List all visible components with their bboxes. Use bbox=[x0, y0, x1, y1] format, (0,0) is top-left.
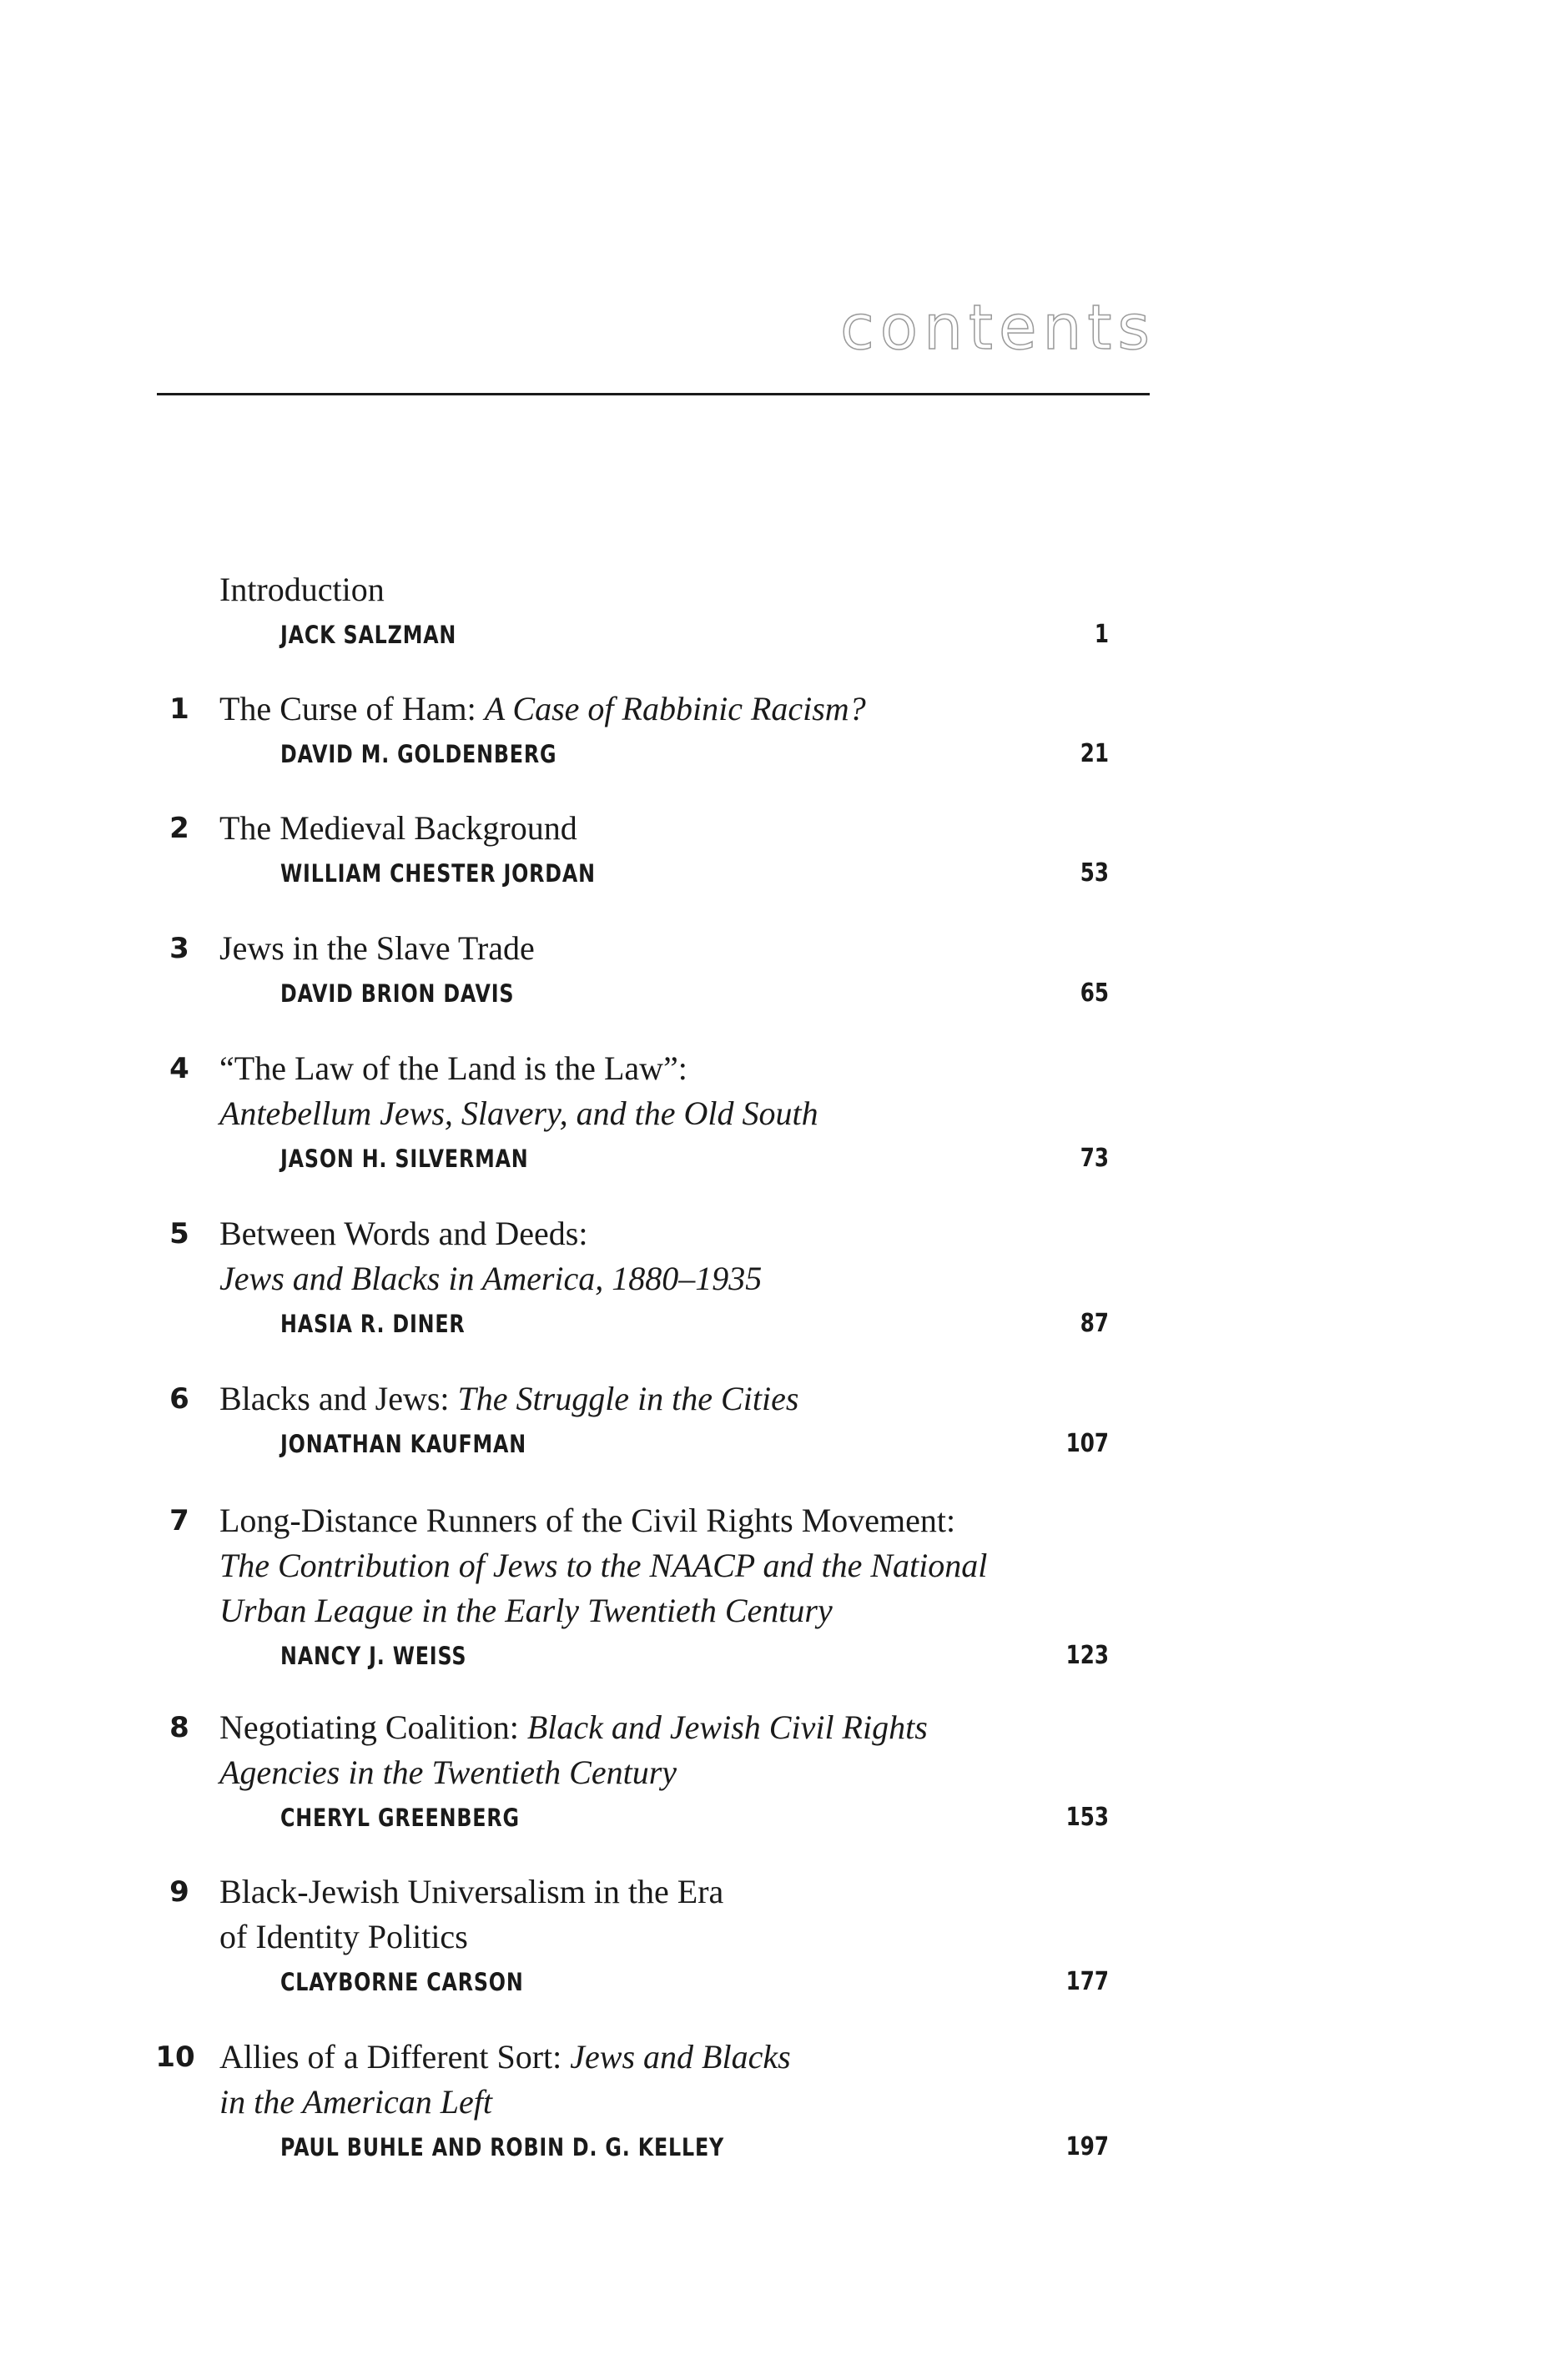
chapter-number: 7 bbox=[169, 1504, 189, 1537]
title-subtitle-line: Jews and Blacks in America, 1880–1935 bbox=[219, 1260, 763, 1297]
chapter-author: JASON H. SILVERMAN bbox=[280, 1145, 529, 1173]
contents-heading: contents bbox=[840, 292, 1156, 364]
chapter-title bbox=[219, 1376, 1054, 1421]
page-number: 73 bbox=[1080, 1144, 1109, 1173]
title-subtitle-line: The Contribution of Jews to the NAACP and the National bbox=[219, 1547, 988, 1584]
title-text: Allies of a Different Sort: bbox=[219, 2038, 571, 2076]
chapter-number: 4 bbox=[169, 1052, 189, 1085]
chapter-number: 3 bbox=[169, 932, 189, 965]
page-number: 107 bbox=[1065, 1429, 1109, 1458]
chapter-author: PAUL BUHLE AND ROBIN D. G. KELLEY bbox=[280, 2133, 725, 2161]
chapter-author: CHERYL GREENBERG bbox=[280, 1804, 520, 1832]
page-number: 21 bbox=[1080, 739, 1109, 768]
chapter-number: 2 bbox=[169, 812, 189, 845]
chapter-number: 6 bbox=[169, 1382, 189, 1416]
title-subtitle-line: Agencies in the Twentieth Century bbox=[219, 1754, 677, 1791]
chapter-number: 10 bbox=[155, 2040, 195, 2074]
title-text: “The Law of the Land is the Law”: bbox=[219, 1049, 687, 1087]
chapter-title bbox=[219, 926, 1054, 971]
title-text: Long-Distance Runners of the Civil Rights Movement: bbox=[219, 1502, 956, 1539]
chapter-author: CLAYBORNE CARSON bbox=[280, 1968, 524, 1996]
title-text: The Curse of Ham: bbox=[219, 690, 485, 727]
page-number: 53 bbox=[1080, 858, 1109, 888]
title-text: Black-Jewish Universalism in the Era bbox=[219, 1873, 724, 1910]
title-text: Jews in the Slave Trade bbox=[219, 929, 535, 967]
chapter-author: JACK SALZMAN bbox=[280, 621, 457, 649]
page-number: 197 bbox=[1065, 2132, 1109, 2161]
title-text: Negotiating Coalition: bbox=[219, 1708, 527, 1746]
chapter-title bbox=[219, 1211, 1054, 1301]
chapter-number: 8 bbox=[169, 1711, 189, 1744]
chapter-title bbox=[219, 806, 1054, 851]
chapter-title bbox=[219, 1705, 1054, 1795]
title-text: The Medieval Background bbox=[219, 809, 577, 847]
chapter-number: 5 bbox=[169, 1217, 189, 1250]
chapter-title bbox=[219, 687, 1054, 732]
chapter-number: 9 bbox=[169, 1875, 189, 1909]
page-number: 123 bbox=[1065, 1641, 1109, 1670]
title-text: Between Words and Deeds: bbox=[219, 1215, 588, 1252]
chapter-title bbox=[219, 1869, 1054, 1960]
title-subtitle-line: Urban League in the Early Twentieth Century bbox=[219, 1592, 833, 1629]
chapter-title bbox=[219, 2035, 1054, 2125]
title-subtitle-line: Antebellum Jews, Slavery, and the Old South bbox=[219, 1094, 818, 1132]
title-subtitle: Black and Jewish Civil Rights bbox=[526, 1708, 928, 1746]
chapter-title bbox=[219, 1046, 1054, 1136]
page-number: 177 bbox=[1065, 1967, 1109, 1996]
title-text: Blacks and Jews: bbox=[219, 1380, 458, 1417]
chapter-author: JONATHAN KAUFMAN bbox=[280, 1430, 526, 1458]
title-text: Introduction bbox=[219, 571, 385, 608]
chapter-author: DAVID M. GOLDENBERG bbox=[280, 740, 557, 768]
title-continuation-line: of Identity Politics bbox=[219, 1918, 468, 1955]
chapter-title bbox=[219, 567, 1054, 612]
page-number: 153 bbox=[1065, 1803, 1109, 1832]
title-subtitle: The Struggle in the Cities bbox=[457, 1380, 799, 1417]
chapter-author: HASIA R. DINER bbox=[280, 1310, 466, 1338]
heading-rule bbox=[157, 393, 1150, 395]
page-number: 87 bbox=[1080, 1309, 1109, 1338]
page-number: 1 bbox=[1094, 620, 1109, 649]
chapter-title bbox=[219, 1498, 1054, 1633]
title-subtitle: Jews and Blacks bbox=[570, 2038, 791, 2076]
chapter-author: WILLIAM CHESTER JORDAN bbox=[280, 859, 596, 888]
title-subtitle: A Case of Rabbinic Racism? bbox=[484, 690, 866, 727]
chapter-author: NANCY J. WEISS bbox=[280, 1642, 467, 1670]
page-number: 65 bbox=[1080, 979, 1109, 1008]
chapter-author: DAVID BRION DAVIS bbox=[280, 979, 515, 1008]
title-subtitle-line: in the American Left bbox=[219, 2083, 492, 2121]
chapter-number: 1 bbox=[169, 692, 189, 726]
